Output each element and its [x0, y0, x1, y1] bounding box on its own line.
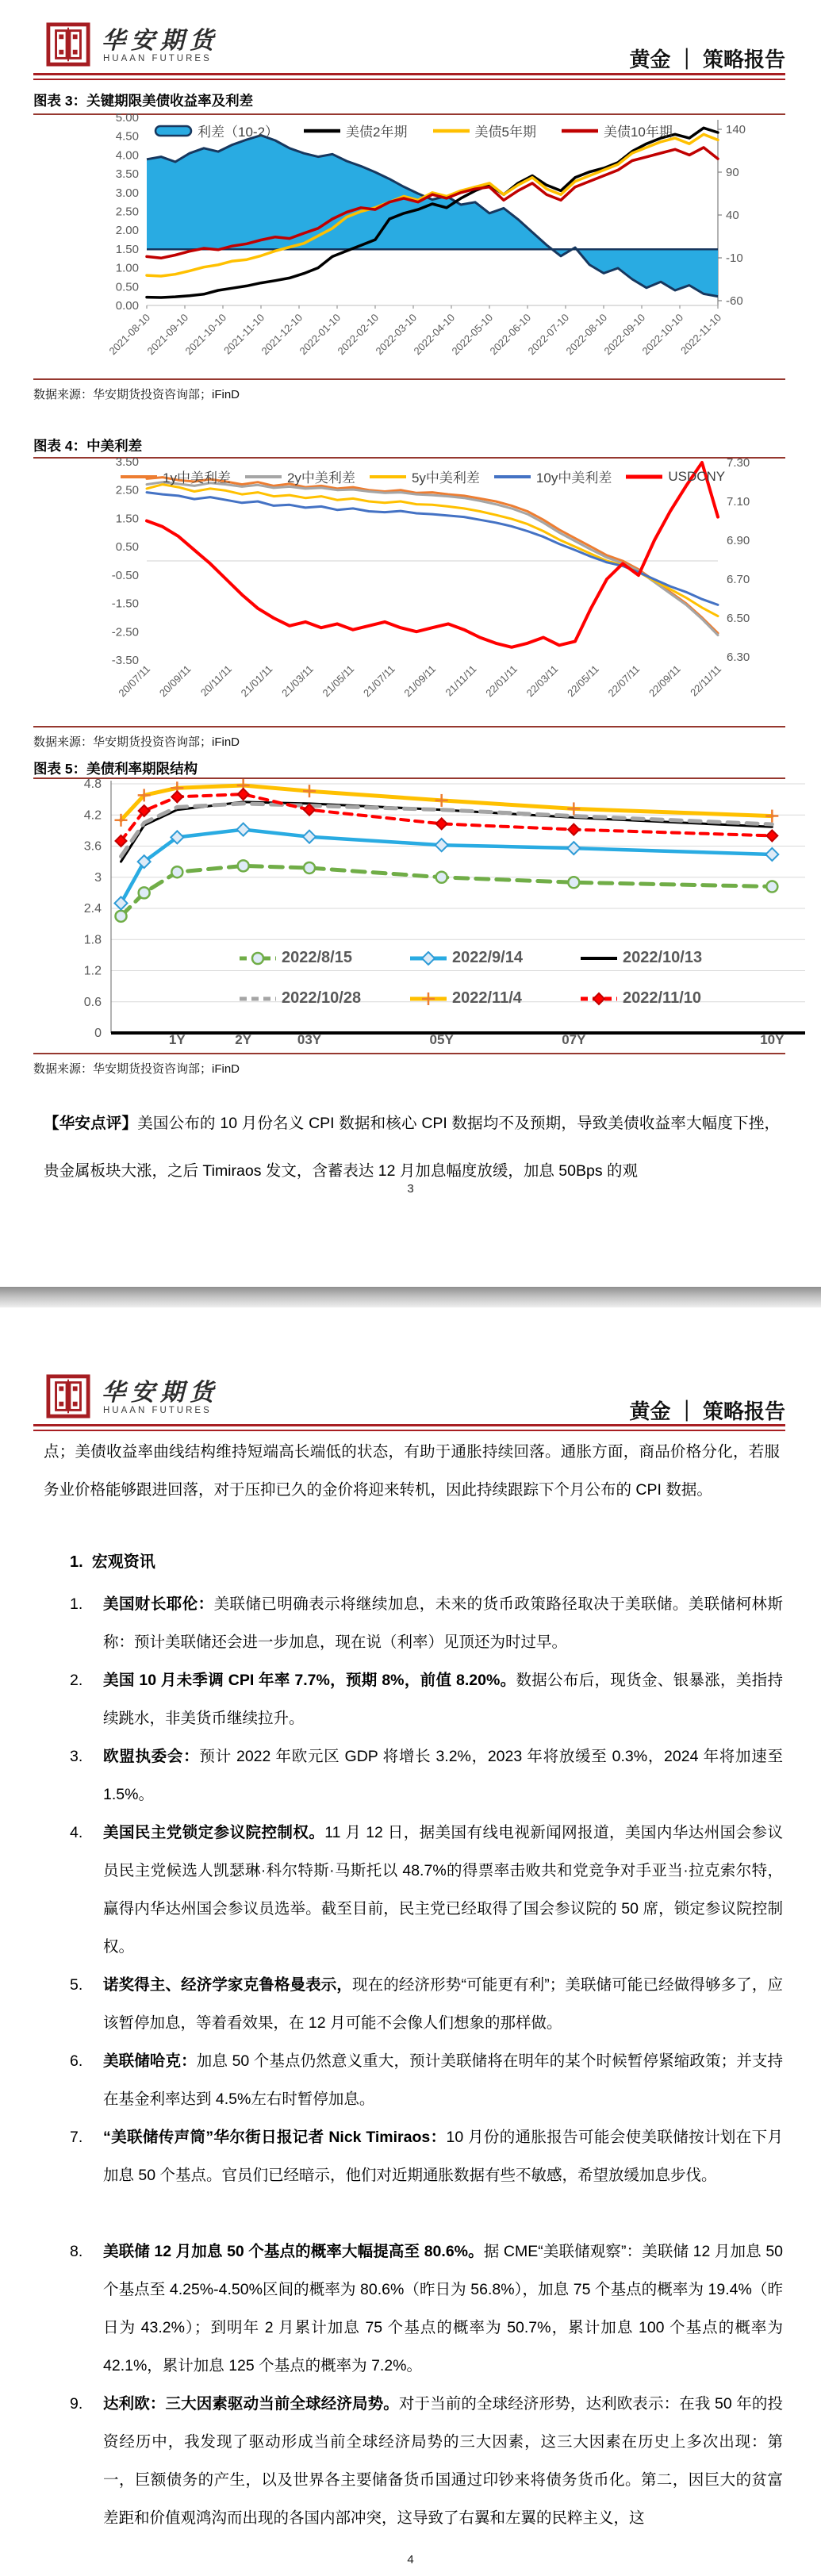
macro-news-item [33, 1966, 783, 2042]
svg-text:0: 0 [94, 1027, 102, 1040]
item-text: 加息 50 个基点仍然意义重大，预计美联储将在明年的某个时候暂停紧缩政策；并支持在基金利率达到 4.5%左右时暂停加息。 [103, 2052, 783, 2108]
legend-swatch-icon [579, 992, 619, 1006]
legend-item-series [409, 949, 579, 967]
report-label: 黄金 ｜ 策略报告 [629, 1399, 785, 1423]
legend-label: 2022/10/28 [282, 989, 362, 1007]
brand-name-en: HUAAN FUTURES [103, 54, 212, 63]
svg-text:05Y: 05Y [429, 1032, 454, 1047]
svg-text:1Y: 1Y [168, 1032, 186, 1047]
svg-text:90: 90 [726, 166, 739, 179]
svg-text:22/01/11: 22/01/11 [483, 662, 520, 700]
item-text: 预计 2022 年欧元区 GDP 将增长 3.2%，2023 年将放缓至 0.3%，2024 年将加速至 1.5%。 [103, 1748, 783, 1803]
figure5-source: 数据来源：华安期货投资咨询部；iFinD [33, 1053, 785, 1077]
section-number: 1. [70, 1553, 83, 1571]
legend-swatch-icon [302, 124, 342, 138]
svg-text:2021-11-10: 2021-11-10 [221, 311, 267, 357]
macro-news-item [33, 2042, 783, 2118]
legend-item-series [560, 121, 673, 140]
section-title: 宏观资讯 [91, 1553, 155, 1571]
svg-text:6.70: 6.70 [727, 573, 750, 586]
comment-body: 美国公布的 10 月份名义 CPI 数据和核心 CPI 数据均不及预期，导致美债收益率大幅度下挫，贵金属板块大涨，之后 Timiraos 发文，含蓄表达 12 月加息幅度放缓，加息 50Bps 的观 [44, 1115, 780, 1180]
svg-text:6.30: 6.30 [727, 651, 750, 664]
item-number: 2. [70, 1672, 83, 1689]
huaan-logo-icon [46, 1374, 90, 1419]
svg-text:0.50: 0.50 [115, 280, 139, 294]
legend-label: 1y中美利差 [163, 470, 231, 486]
chart-us-treasury-term-structure [0, 779, 821, 1057]
item-lead: 诺奖得主、经济学家克鲁格曼表示， [103, 1976, 353, 1994]
continuation-paragraph: 点；美债收益率曲线结构维持短端高长端低的状态，有助于通胀持续回落。通胀方面，商品价格分化，若服务业价格能够跟进回落，对于压抑已久的金价将迎来转机，因此持续跟踪下个月公布的 CPI 数据。 [44, 1443, 780, 1499]
macro-news-item [33, 1661, 783, 1737]
svg-text:20/09/11: 20/09/11 [156, 662, 194, 700]
figure4-title: 图表 4：中美利差 [33, 438, 143, 454]
svg-text:10Y: 10Y [760, 1032, 785, 1047]
svg-text:2.4: 2.4 [83, 902, 102, 916]
item-lead: 欧盟执委会： [103, 1748, 200, 1765]
svg-text:2022-08-10: 2022-08-10 [563, 311, 610, 358]
legend-label: 2022/10/13 [623, 949, 703, 966]
item-number: 8. [70, 2243, 83, 2260]
legend-swatch-icon [154, 124, 194, 138]
svg-text:2022-06-10: 2022-06-10 [487, 311, 534, 358]
huaan-logo-icon [46, 22, 90, 67]
svg-text:2022-04-10: 2022-04-10 [411, 311, 458, 358]
legend-swatch-icon [493, 470, 532, 484]
svg-text:3.00: 3.00 [115, 186, 139, 200]
svg-text:21/11/11: 21/11/11 [443, 662, 479, 699]
svg-text:22/03/11: 22/03/11 [524, 662, 561, 700]
legend-item-spread [154, 121, 278, 140]
report-label: 黄金 ｜ 策略报告 [629, 48, 785, 71]
page-header [33, 22, 785, 73]
svg-text:2022-09-10: 2022-09-10 [601, 311, 648, 358]
item-text: 11 月 12 日，据美国有线电视新闻网报道，美国内华达州国会参议员民主党候选人凯瑟琳·科尔特斯·马斯托以 48.7%的得票率击败共和党竞争对手亚当·拉克索尔特，赢得内华达州国会参议员选举。截至目前，民主党已经取得了国会参议院的 50 席，锁定参议院控制权。 [103, 1824, 783, 1956]
svg-text:0.6: 0.6 [83, 995, 102, 1009]
svg-text:2021-08-10: 2021-08-10 [106, 311, 153, 358]
svg-text:22/09/11: 22/09/11 [646, 662, 683, 700]
legend-label: 2022/11/10 [623, 989, 701, 1007]
legend-swatch-icon [238, 951, 278, 966]
legend-swatch-icon [368, 470, 408, 484]
legend-swatch-icon [432, 124, 471, 138]
legend-item-series [624, 469, 725, 485]
svg-text:-60: -60 [726, 294, 743, 308]
legend-label: 5y中美利差 [411, 470, 480, 486]
legend-label: 10y中美利差 [535, 470, 612, 486]
legend-label: 利差（10-2） [198, 125, 279, 140]
item-text: 数据公布后，现货金、银暴涨，美指持续跳水，非美货币继续拉升。 [103, 1672, 783, 1727]
brand-name-en: HUAAN FUTURES [103, 1406, 212, 1415]
svg-text:-0.50: -0.50 [111, 568, 139, 582]
item-text: 美联储已明确表示将继续加息，未来的货币政策路径取决于美联储。美联储柯林斯称：预计美联储还会进一步加息，现在说（利率）见顶还为时过早。 [103, 1595, 783, 1651]
item-number: 7. [70, 2129, 83, 2146]
svg-text:4.50: 4.50 [115, 129, 139, 144]
legend-item-series [368, 466, 480, 486]
svg-text:7.30: 7.30 [727, 456, 750, 470]
svg-text:3.50: 3.50 [115, 167, 139, 182]
legend-item-series [409, 989, 579, 1008]
svg-text:2021-09-10: 2021-09-10 [144, 311, 191, 358]
item-number: 1. [70, 1595, 83, 1613]
macro-news-item [33, 1737, 783, 1814]
legend-item-series [238, 989, 409, 1008]
item-lead: 美国财长耶伦： [103, 1595, 214, 1613]
svg-text:22/11/11: 22/11/11 [688, 662, 724, 699]
item-number: 5. [70, 1976, 83, 1994]
legend-swatch-icon [119, 470, 159, 484]
svg-text:7.10: 7.10 [727, 495, 750, 509]
macro-news-item [33, 1814, 783, 1966]
svg-text:2022-10-10: 2022-10-10 [639, 311, 686, 358]
legend-swatch-icon [238, 992, 278, 1006]
svg-text:2Y: 2Y [235, 1032, 252, 1047]
page-number-3: 3 [407, 1182, 414, 1196]
svg-text:-2.50: -2.50 [111, 625, 139, 639]
svg-text:-1.50: -1.50 [111, 597, 139, 611]
legend-label: 2y中美利差 [286, 470, 355, 486]
chart-china-us-rate-spread [0, 455, 821, 736]
macro-news-item [33, 2232, 783, 2385]
svg-text:2022-11-10: 2022-11-10 [678, 311, 724, 357]
legend-item-series [432, 121, 536, 140]
svg-text:2.50: 2.50 [115, 483, 139, 497]
legend-label: USDCNY [668, 468, 726, 484]
svg-text:2.50: 2.50 [115, 205, 139, 219]
svg-text:1.2: 1.2 [83, 964, 102, 978]
svg-text:0.00: 0.00 [115, 299, 139, 313]
legend-label: 2022/9/14 [452, 949, 523, 966]
chart4-legend [119, 466, 725, 486]
legend-swatch-icon [579, 951, 619, 966]
chart5-legend [238, 949, 750, 1008]
svg-text:2022-01-10: 2022-01-10 [297, 311, 343, 358]
svg-text:07Y: 07Y [562, 1032, 586, 1047]
item-lead: 美联储 12 月加息 50 个基点的概率大幅提高至 80.6%。 [103, 2243, 484, 2260]
legend-swatch-icon [560, 124, 600, 138]
svg-text:1.8: 1.8 [83, 933, 102, 947]
chart-us-treasury-yields-and-spread [0, 111, 821, 387]
comment-lead: 【华安点评】 [44, 1115, 138, 1132]
item-number: 4. [70, 1824, 83, 1841]
page-number-4: 4 [407, 2553, 414, 2566]
svg-text:2022-02-10: 2022-02-10 [335, 311, 382, 358]
page-break-band [0, 1287, 821, 1307]
item-lead: 美联储哈克： [103, 2052, 197, 2070]
header-rule [33, 73, 785, 80]
item-lead: 美国 10 月未季调 CPI 年率 7.7%，预期 8%，前值 8.20%。 [103, 1672, 516, 1689]
macro-news-item [33, 2118, 783, 2194]
svg-text:21/07/11: 21/07/11 [360, 662, 397, 700]
macro-news-item [33, 2385, 783, 2537]
item-text: 现在的经济形势“可能更有利”；美联储可能已经做得够多了，应该暂停加息，等着看效果，在 12 月可能不会像人们想象的那样做。 [103, 1976, 783, 2032]
svg-text:22/07/11: 22/07/11 [605, 662, 643, 700]
legend-label: 2022/8/15 [282, 949, 352, 966]
page-header [33, 1374, 785, 1425]
svg-text:20/07/11: 20/07/11 [116, 662, 153, 700]
svg-text:4.00: 4.00 [115, 148, 139, 163]
legend-item-series [244, 466, 355, 486]
brand-name-cn: 华安期货 [102, 1379, 219, 1407]
legend-label: 美债5年期 [474, 125, 536, 140]
item-lead: 美国民主党锁定参议院控制权。 [103, 1824, 325, 1841]
legend-item-series [238, 949, 409, 967]
legend-swatch-icon [409, 951, 448, 966]
figure3-title: 图表 3：关键期限美债收益率及利差 [33, 93, 254, 109]
svg-text:2022-05-10: 2022-05-10 [449, 311, 496, 358]
svg-text:22/05/11: 22/05/11 [565, 662, 601, 700]
legend-swatch-icon [409, 992, 448, 1006]
svg-text:-3.50: -3.50 [111, 654, 139, 667]
svg-text:2022-03-10: 2022-03-10 [373, 311, 420, 358]
svg-text:6.50: 6.50 [727, 612, 750, 625]
svg-text:21/09/11: 21/09/11 [401, 662, 439, 700]
svg-text:40: 40 [726, 209, 739, 222]
legend-label: 美债10年期 [603, 125, 673, 140]
item-number: 3. [70, 1748, 83, 1765]
svg-text:2.00: 2.00 [115, 224, 139, 238]
svg-text:03Y: 03Y [297, 1032, 322, 1047]
item-lead: “美联储传声筒”华尔街日报记者 Nick Timiraos： [103, 2129, 447, 2146]
svg-text:3: 3 [94, 870, 102, 885]
svg-text:20/11/11: 20/11/11 [198, 662, 234, 699]
item-text: 据 CME“美联储观察”：美联储 12 月加息 50 个基点至 4.25%-4.50%区间的概率为 80.6%（昨日为 56.8%），加息 75 个基点的概率为 19.4%（昨日为 43.2%）；到明年 2 月累计加息 75 个基点的概率为 50.7%，累计加息 100 个基点的概率为 42.1%，累计加息 125 个基点的概率为 7.2%。 [103, 2243, 784, 2374]
legend-item-series [579, 949, 750, 967]
item-lead: 达利欧：三大因素驱动当前全球经济局势。 [103, 2395, 399, 2413]
svg-text:5.00: 5.00 [115, 111, 139, 125]
legend-item-series [302, 121, 407, 140]
item-number: 6. [70, 2052, 83, 2070]
svg-text:21/01/11: 21/01/11 [238, 662, 275, 700]
item-number: 9. [70, 2395, 83, 2413]
legend-item-series [119, 466, 231, 486]
legend-label: 2022/11/4 [452, 989, 522, 1007]
svg-text:21/05/11: 21/05/11 [320, 662, 357, 700]
svg-text:3.50: 3.50 [115, 455, 139, 469]
figure4-source: 数据来源：华安期货投资咨询部；iFinD [33, 726, 785, 750]
svg-text:1.00: 1.00 [115, 261, 139, 275]
item-text: 10 月份的通胀报告可能会使美联储按计划在下月加息 50 个基点。官员们已经暗示，他们对近期通胀数据有些不敏感，希望放缓加息步伐。 [103, 2129, 783, 2184]
figure3-source: 数据来源：华安期货投资咨询部；iFinD [33, 378, 785, 402]
svg-text:2022-07-10: 2022-07-10 [525, 311, 572, 358]
legend-item-series [579, 989, 750, 1008]
svg-text:1.50: 1.50 [115, 242, 139, 256]
legend-swatch-icon [244, 470, 283, 484]
svg-text:6.90: 6.90 [727, 534, 750, 547]
legend-item-series [493, 466, 612, 486]
svg-text:2021-10-10: 2021-10-10 [182, 311, 229, 358]
svg-text:4.2: 4.2 [83, 808, 102, 823]
svg-text:3.6: 3.6 [83, 839, 102, 854]
svg-text:-10: -10 [726, 251, 743, 265]
legend-label: 美债2年期 [346, 125, 408, 140]
svg-text:0.50: 0.50 [115, 540, 139, 555]
item-text: 对于当前的全球经济形势，达利欧表示：在我 50 年的投资经历中，我发现了驱动形成当前全球经济局势的三大因素，这三大因素在历史上多次出现：第一，巨额债务的产生，以及世界各主要储备货币国通过印钞来将债务货币化。第二，因巨大的贫富差距和价值观鸿沟而出现的各国内部冲突，这导致了右翼和左翼的民粹主义，这 [103, 2395, 783, 2527]
macro-news-item [33, 1585, 783, 1661]
svg-text:140: 140 [726, 123, 746, 136]
figure5-title: 图表 5：美债利率期限结构 [33, 761, 198, 777]
svg-text:1.50: 1.50 [115, 512, 139, 526]
svg-text:4.8: 4.8 [83, 777, 102, 791]
section-heading-macro-news [70, 1549, 155, 1572]
legend-swatch-icon [624, 470, 664, 484]
svg-text:21/03/11: 21/03/11 [279, 662, 316, 700]
chart3-legend [154, 121, 673, 140]
svg-text:2021-12-10: 2021-12-10 [259, 311, 305, 358]
brand-name-cn: 华安期货 [102, 27, 219, 55]
huaan-comment-paragraph [44, 1100, 780, 1195]
header-rule [33, 1424, 785, 1431]
